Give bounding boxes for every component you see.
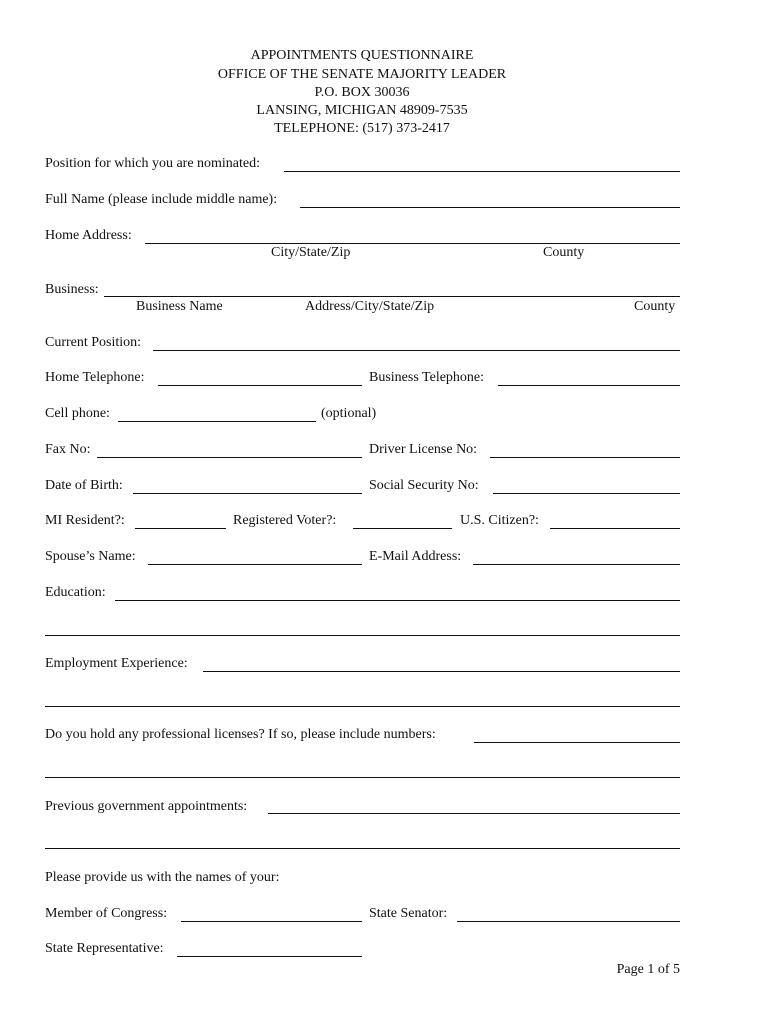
gov-appointments-label: Previous government appointments: — [45, 799, 248, 814]
business-county-caption: County — [634, 299, 676, 314]
business-input[interactable] — [104, 280, 680, 296]
current-position-underline — [153, 350, 680, 351]
state-representative-underline — [177, 956, 362, 957]
gov-appointments-underline-2 — [45, 848, 680, 849]
education-underline — [115, 600, 680, 601]
cell-phone-optional-note: (optional) — [321, 406, 377, 421]
home-address-label: Home Address: — [45, 228, 132, 243]
full-name-label: Full Name (please include middle name): — [45, 192, 278, 207]
gov-appointments-input[interactable] — [268, 797, 680, 813]
member-of-congress-label: Member of Congress: — [45, 906, 168, 921]
spouse-name-input[interactable] — [148, 548, 362, 564]
driver-license-label: Driver License No: — [369, 442, 478, 457]
licenses-input[interactable] — [474, 726, 680, 742]
names-prompt: Please provide us with the names of your: — [45, 870, 280, 885]
business-underline — [104, 296, 680, 297]
state-senator-underline — [457, 921, 680, 922]
ssn-underline — [493, 493, 680, 494]
spouse-name-underline — [148, 564, 362, 565]
home-county-caption: County — [543, 245, 585, 260]
us-citizen-underline — [550, 528, 680, 529]
licenses-underline — [474, 742, 680, 743]
city-address: LANSING, MICHIGAN 48909-7535 — [256, 103, 468, 118]
position-input[interactable] — [284, 155, 680, 171]
home-city-state-zip-caption: City/State/Zip — [271, 245, 351, 260]
position-label: Position for which you are nominated: — [45, 156, 261, 171]
business-telephone-underline — [498, 385, 680, 386]
mi-resident-underline — [135, 528, 226, 529]
page-number: Page 1 of 5 — [616, 962, 680, 977]
licenses-label: Do you hold any professional licenses? If so, please include numbers: — [45, 727, 436, 742]
business-address-caption: Address/City/State/Zip — [305, 299, 435, 314]
business-telephone-label: Business Telephone: — [369, 370, 485, 385]
current-position-label: Current Position: — [45, 335, 142, 350]
date-of-birth-input[interactable] — [133, 477, 362, 493]
state-senator-input[interactable] — [457, 905, 680, 921]
business-name-caption: Business Name — [136, 299, 223, 314]
full-name-underline — [300, 207, 680, 208]
ssn-label: Social Security No: — [369, 478, 479, 493]
office-name: OFFICE OF THE SENATE MAJORITY LEADER — [217, 67, 507, 82]
gov-appointments-underline — [268, 813, 680, 814]
fax-underline — [97, 457, 362, 458]
cell-phone-label: Cell phone: — [45, 406, 110, 421]
date-of-birth-underline — [133, 493, 362, 494]
email-underline — [473, 564, 680, 565]
driver-license-input[interactable] — [490, 441, 680, 457]
employment-label: Employment Experience: — [45, 656, 188, 671]
member-of-congress-input[interactable] — [181, 905, 362, 921]
cell-phone-input[interactable] — [118, 405, 316, 421]
position-underline — [284, 171, 680, 172]
gov-appointments-input-2[interactable] — [45, 832, 680, 848]
registered-voter-label: Registered Voter?: — [233, 513, 337, 528]
employment-underline-2 — [45, 706, 680, 707]
email-input[interactable] — [473, 548, 680, 564]
member-of-congress-underline — [181, 921, 362, 922]
us-citizen-label: U.S. Citizen?: — [460, 513, 539, 528]
spouse-name-label: Spouse’s Name: — [45, 549, 136, 564]
employment-input[interactable] — [203, 655, 680, 671]
home-telephone-underline — [158, 385, 362, 386]
education-underline-2 — [45, 635, 680, 636]
us-citizen-input[interactable] — [550, 512, 680, 528]
education-input[interactable] — [115, 584, 680, 600]
licenses-underline-2 — [45, 777, 680, 778]
driver-license-underline — [490, 457, 680, 458]
home-telephone-label: Home Telephone: — [45, 370, 145, 385]
licenses-input-2[interactable] — [45, 761, 680, 777]
education-input-2[interactable] — [45, 619, 680, 635]
mi-resident-input[interactable] — [135, 512, 226, 528]
home-address-input[interactable] — [145, 227, 680, 243]
employment-input-2[interactable] — [45, 690, 680, 706]
date-of-birth-label: Date of Birth: — [45, 478, 123, 493]
office-telephone: TELEPHONE: (517) 373-2417 — [274, 121, 450, 136]
email-label: E-Mail Address: — [369, 549, 462, 564]
home-telephone-input[interactable] — [158, 369, 362, 385]
po-box: P.O. BOX 30036 — [314, 85, 410, 100]
current-position-input[interactable] — [153, 334, 680, 350]
fax-label: Fax No: — [45, 442, 91, 457]
business-telephone-input[interactable] — [498, 369, 680, 385]
business-label: Business: — [45, 282, 99, 297]
fax-input[interactable] — [97, 441, 362, 457]
education-label: Education: — [45, 585, 106, 600]
full-name-input[interactable] — [300, 191, 680, 207]
state-representative-label: State Representative: — [45, 941, 164, 956]
registered-voter-underline — [353, 528, 452, 529]
registered-voter-input[interactable] — [353, 512, 452, 528]
state-representative-input[interactable] — [177, 940, 362, 956]
form-title: APPOINTMENTS QUESTIONNAIRE — [250, 48, 474, 63]
state-senator-label: State Senator: — [369, 906, 448, 921]
home-address-underline — [145, 243, 680, 244]
cell-phone-underline — [118, 421, 316, 422]
ssn-input[interactable] — [493, 477, 680, 493]
mi-resident-label: MI Resident?: — [45, 513, 125, 528]
employment-underline — [203, 671, 680, 672]
